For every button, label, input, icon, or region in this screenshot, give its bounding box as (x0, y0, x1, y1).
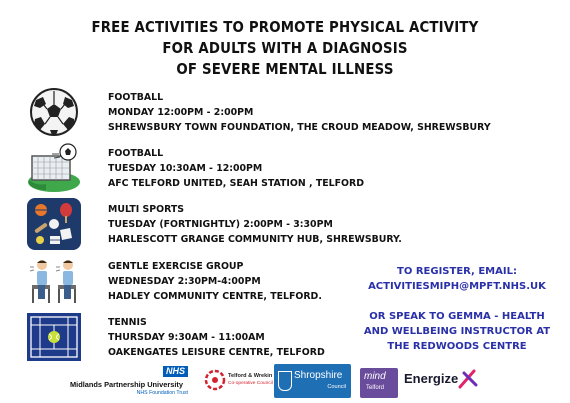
mind-sub: Telford (366, 385, 385, 391)
shropshire-name: Shropshire (294, 370, 343, 381)
activity-name: MULTI SPORTS (108, 204, 185, 215)
telford-sub: Co-operative Council (228, 381, 273, 386)
activity-multi-sports (26, 198, 446, 250)
multi-sports-icon (26, 198, 82, 250)
activity-location: AFC TELFORD UNITED, SEAH STATION , TELFORD (108, 178, 364, 189)
activity-text (108, 146, 364, 191)
activity-time: TUESDAY 10:30AM - 12:00PM (108, 163, 263, 174)
activity-name: GENTLE EXERCISE GROUP (108, 261, 244, 272)
register-contact-line-2: AND WELLBEING INSTRUCTOR AT (363, 326, 551, 337)
register-heading: TO REGISTER, EMAIL: (397, 266, 517, 277)
activity-location: SHREWSBURY TOWN FOUNDATION, THE CROUD MEADOW, SHREWSBURY (108, 122, 491, 133)
activity-name: FOOTBALL (108, 148, 164, 159)
title-line-2: FOR ADULTS WITH A DIAGNOSIS (162, 39, 408, 57)
register-contact-line-1: OR SPEAK TO GEMMA - HEALTH (369, 311, 545, 322)
activity-time: THURSDAY 9:30AM - 11:00AM (108, 332, 265, 343)
football-goal-icon (26, 142, 82, 194)
activity-text (108, 90, 491, 135)
shropshire-sub: Council (327, 384, 346, 390)
activity-football-monday (26, 86, 491, 138)
activity-name: TENNIS (108, 317, 147, 328)
register-email: ACTIVITIESMIPH@MPFT.NHS.UK (368, 281, 546, 292)
telford-wrekin-emblem-icon (204, 367, 226, 393)
page-title (0, 17, 570, 80)
title-line-3: OF SEVERE MENTAL ILLNESS (176, 60, 394, 78)
activity-football-tuesday (26, 142, 446, 194)
mind-name: mind (364, 371, 386, 382)
telford-wrekin-logo (204, 364, 273, 398)
activity-name: FOOTBALL (108, 92, 164, 103)
activity-time: TUESDAY (FORTNIGHTLY) 2:00PM - 3:30PM (108, 219, 333, 230)
mind-telford-logo (360, 368, 398, 398)
nhs-badge: NHS (163, 366, 188, 377)
energize-swoosh-icon (458, 367, 480, 391)
activity-text (108, 315, 325, 360)
shropshire-crest-icon (278, 371, 292, 391)
nhs-org-name: Midlands Partnership University (70, 380, 183, 389)
tennis-court-icon (26, 311, 82, 363)
activity-time: WEDNESDAY 2:30PM-4:00PM (108, 276, 261, 287)
activity-location: HARLESCOTT GRANGE COMMUNITY HUB, SHREWSBURY. (108, 234, 402, 245)
activity-time: MONDAY 12:00PM - 2:00PM (108, 107, 254, 118)
seated-exercise-icon (26, 255, 82, 307)
telford-name: Telford & Wrekin (228, 373, 273, 379)
nhs-org-sub: NHS Foundation Trust (136, 390, 188, 396)
shropshire-council-logo (274, 364, 351, 398)
title-line-1: FREE ACTIVITIES TO PROMOTE PHYSICAL ACTIVITY (91, 18, 479, 36)
registration-info (362, 264, 552, 354)
activity-text (108, 259, 322, 304)
activity-text (108, 202, 402, 247)
energize-logo (404, 364, 480, 398)
register-contact-line-3: THE REDWOODS CENTRE (387, 341, 527, 352)
nhs-mpft-logo (70, 364, 194, 398)
activity-location: OAKENGATES LEISURE CENTRE, TELFORD (108, 347, 325, 358)
activity-location: HADLEY COMMUNITY CENTRE, TELFORD. (108, 291, 322, 302)
football-icon (26, 86, 82, 138)
partner-logos (0, 364, 570, 400)
energize-name: Energize (404, 371, 459, 386)
